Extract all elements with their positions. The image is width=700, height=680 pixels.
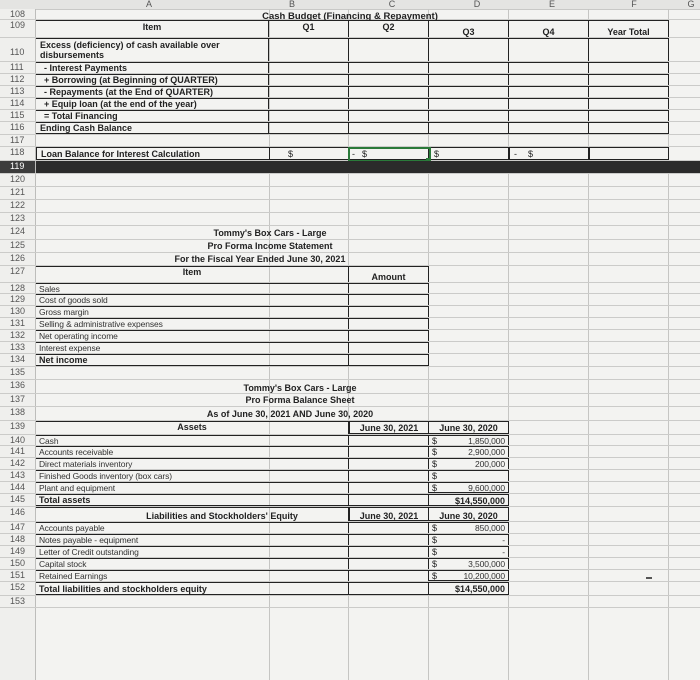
cash-budget-q2-cell[interactable]	[349, 110, 429, 121]
total-assets-2020-cell[interactable]	[429, 494, 509, 506]
row-147	[0, 522, 700, 534]
loan-balance-q3-cell[interactable]	[429, 147, 509, 160]
asset-2020-cell[interactable]	[429, 435, 509, 445]
row-number[interactable]: 113	[0, 86, 36, 97]
cash-budget-q1-cell[interactable]	[269, 62, 349, 73]
cash-budget-q1-cell[interactable]	[269, 98, 349, 109]
loan-balance-label: Loan Balance for Interest Calculation	[36, 147, 270, 160]
row-114	[0, 98, 700, 110]
liab-2020-value: 850,000	[474, 523, 505, 533]
asset-2020-value: 2,900,000	[468, 447, 505, 457]
liab-col-2021-header: June 30, 2021	[349, 507, 429, 521]
row-146	[0, 507, 700, 522]
liab-row-label: Capital stock	[36, 558, 349, 569]
balance-sheet-title: Tommy's Box Cars - Large	[243, 383, 357, 393]
cash-budget-total-cell[interactable]	[589, 62, 669, 73]
row-125	[0, 240, 700, 253]
cash-budget-q2-cell[interactable]	[349, 98, 429, 109]
row-number[interactable]: 119	[0, 161, 36, 173]
row-142	[0, 458, 700, 470]
row-152	[0, 582, 700, 596]
row-121	[0, 187, 700, 200]
row-119	[0, 161, 700, 174]
cash-budget-q2-cell[interactable]	[349, 86, 429, 97]
cash-budget-total-cell[interactable]	[589, 98, 669, 109]
cash-budget-q4-cell[interactable]	[509, 62, 589, 73]
row-134	[0, 354, 700, 367]
row-number-column	[0, 608, 36, 680]
liab-row-label: Retained Earnings	[36, 570, 349, 581]
dollar-sign: $	[432, 523, 437, 533]
liab-2021-cell[interactable]	[349, 546, 429, 557]
liab-2020-cell[interactable]	[429, 558, 509, 569]
dollar-sign: $	[434, 149, 440, 159]
row-number[interactable]: 147	[0, 522, 36, 533]
row-153	[0, 596, 700, 608]
asset-2020-cell[interactable]	[429, 458, 509, 469]
row-150	[0, 558, 700, 570]
row-number[interactable]: 141	[0, 446, 36, 457]
income-amount-cell[interactable]	[349, 283, 429, 293]
cash-budget-year-total-header: Year Total	[589, 20, 669, 37]
row-number[interactable]: 137	[0, 394, 36, 406]
balance-sheet-subtitle: Pro Forma Balance Sheet	[245, 395, 355, 405]
dollar-sign: $	[432, 447, 437, 457]
row-131	[0, 318, 700, 330]
row-number[interactable]: 130	[0, 306, 36, 317]
row-148	[0, 534, 700, 546]
row-number[interactable]: 143	[0, 470, 36, 481]
row-number[interactable]: 133	[0, 342, 36, 353]
income-row-label: Sales	[36, 283, 349, 293]
cash-budget-q2-header: Q2	[349, 20, 429, 37]
row-122	[0, 200, 700, 213]
cash-budget-row-label: + Borrowing (at Beginning of QUARTER)	[36, 74, 269, 85]
row-number[interactable]: 148	[0, 534, 36, 545]
dollar-sign: $	[432, 571, 437, 581]
asset-2021-cell[interactable]	[349, 494, 429, 506]
column-header-f[interactable]: F	[631, 0, 637, 9]
cash-budget-q3-cell[interactable]	[429, 98, 509, 109]
cash-budget-title: Cash Budget (Financing & Repayment)	[262, 11, 438, 21]
asset-row-label: Cash	[36, 435, 349, 445]
income-row-label: Net operating income	[36, 330, 349, 341]
cash-budget-row-label: = Total Financing	[36, 110, 269, 121]
row-108	[0, 9, 700, 20]
income-amount-cell[interactable]	[349, 330, 429, 341]
income-row-label: Cost of goods sold	[36, 294, 349, 305]
row-116	[0, 122, 700, 135]
dash-value: -	[514, 149, 517, 159]
cash-budget-row-label: - Repayments (at the End of QUARTER)	[36, 86, 269, 97]
row-number[interactable]: 153	[0, 596, 36, 607]
row-number[interactable]: 134	[0, 354, 36, 366]
row-number[interactable]: 110	[0, 38, 36, 61]
cash-budget-row-label: Excess (deficiency) of cash available over disbursements	[36, 38, 269, 61]
column-header-a[interactable]: A	[145, 0, 152, 9]
liab-2020-value: -	[502, 535, 505, 545]
income-amount-cell[interactable]	[349, 294, 429, 305]
liabilities-header: Liabilities and Stockholders' Equity	[36, 507, 349, 521]
row-number[interactable]: 131	[0, 318, 36, 329]
loan-balance-q1-cell[interactable]	[269, 147, 349, 160]
liab-2020-value: 3,500,000	[468, 559, 505, 569]
cash-budget-q4-cell[interactable]	[509, 74, 589, 85]
row-number[interactable]: 120	[0, 174, 36, 186]
cash-budget-q1-cell[interactable]	[269, 122, 349, 134]
row-number[interactable]: 128	[0, 283, 36, 293]
cash-budget-q4-cell[interactable]	[509, 122, 589, 134]
asset-2020-cell[interactable]	[429, 470, 509, 481]
row-number[interactable]: 136	[0, 380, 36, 393]
cash-budget-q1-cell[interactable]	[269, 38, 349, 61]
loan-balance-total-cell[interactable]	[589, 147, 669, 160]
income-row-label: Interest expense	[36, 342, 349, 353]
dollar-sign: $	[432, 471, 437, 481]
row-number[interactable]: 118	[0, 147, 36, 160]
cash-budget-row-label: - Interest Payments	[36, 62, 269, 73]
row-135	[0, 367, 700, 380]
empty-area	[0, 608, 700, 680]
cash-budget-row-label: + Equip loan (at the end of the year)	[36, 98, 269, 109]
row-112	[0, 74, 700, 86]
liab-2021-cell[interactable]	[349, 522, 429, 533]
row-number[interactable]: 129	[0, 294, 36, 305]
cash-budget-total-cell[interactable]	[589, 74, 669, 85]
asset-2021-cell[interactable]	[349, 470, 429, 481]
cash-budget-q2-cell[interactable]	[349, 122, 429, 134]
asset-2020-value: 200,000	[474, 459, 505, 469]
cash-budget-q2-cell[interactable]	[349, 62, 429, 73]
liab-row-label: Letter of Credit outstanding	[36, 546, 349, 557]
income-statement-title: Tommy's Box Cars - Large	[213, 228, 327, 238]
row-number[interactable]: 132	[0, 330, 36, 341]
liab-2020-cell[interactable]	[429, 534, 509, 545]
dollar-sign: $	[528, 149, 534, 159]
asset-2020-value: 1,850,000	[468, 436, 505, 445]
cash-budget-q1-cell[interactable]	[269, 74, 349, 85]
income-statement-period: For the Fiscal Year Ended June 30, 2021	[174, 254, 346, 264]
row-111	[0, 62, 700, 74]
row-number[interactable]: 142	[0, 458, 36, 469]
row-number[interactable]: 149	[0, 546, 36, 557]
row-number[interactable]: 109	[0, 20, 36, 37]
row-number[interactable]: 139	[0, 421, 36, 434]
row-number[interactable]: 121	[0, 187, 36, 199]
row-124	[0, 226, 700, 240]
liab-2020-cell[interactable]	[429, 546, 509, 557]
liab-2021-cell[interactable]	[349, 534, 429, 545]
row-129	[0, 294, 700, 306]
liab-2021-cell[interactable]	[349, 558, 429, 569]
row-149	[0, 546, 700, 558]
row-number[interactable]: 150	[0, 558, 36, 569]
cash-budget-item-header: Item	[36, 20, 269, 37]
income-amount-cell[interactable]	[349, 318, 429, 329]
cash-budget-total-cell[interactable]	[589, 122, 669, 134]
col-2021-header: June 30, 2021	[349, 421, 429, 434]
income-amount-header: Amount	[349, 266, 429, 282]
dollar-sign: $	[432, 559, 437, 569]
selected-cell[interactable]	[348, 147, 431, 162]
cash-budget-q3-cell[interactable]	[429, 74, 509, 85]
row-117	[0, 135, 700, 147]
row-number[interactable]: 115	[0, 110, 36, 121]
row-136	[0, 380, 700, 394]
income-item-header: Item	[36, 266, 349, 282]
liab-2021-cell[interactable]	[349, 570, 429, 581]
dollar-sign: $	[432, 535, 437, 545]
liab-col-2020-header: June 30, 2020	[428, 507, 509, 521]
row-number[interactable]: 152	[0, 582, 36, 595]
cash-budget-q3-header: Q3	[429, 20, 509, 37]
row-number[interactable]: 135	[0, 367, 36, 379]
row-number[interactable]: 127	[0, 266, 36, 282]
row-120	[0, 174, 700, 187]
liab-2020-value: -	[502, 547, 505, 557]
cash-budget-q3-cell[interactable]	[429, 86, 509, 97]
row-number[interactable]: 123	[0, 213, 36, 225]
asset-2021-cell[interactable]	[349, 458, 429, 469]
row-145	[0, 494, 700, 507]
income-statement-subtitle: Pro Forma Income Statement	[207, 241, 333, 251]
liab-2020-cell[interactable]	[429, 522, 509, 533]
total-liab-2020-cell[interactable]	[429, 582, 509, 595]
row-number[interactable]: 151	[0, 570, 36, 581]
row-127	[0, 266, 700, 283]
row-number[interactable]: 140	[0, 435, 36, 445]
row-115	[0, 110, 700, 122]
income-amount-cell[interactable]	[349, 306, 429, 317]
row-number[interactable]: 144	[0, 482, 36, 493]
row-number[interactable]: 125	[0, 240, 36, 252]
cash-budget-total-cell[interactable]	[589, 38, 669, 61]
row-144	[0, 482, 700, 494]
cash-budget-total-cell[interactable]	[589, 86, 669, 97]
cash-budget-q3-cell[interactable]	[429, 38, 509, 61]
asset-2020-value: 9,600,000	[468, 483, 505, 493]
liab-2021-cell[interactable]	[349, 582, 429, 595]
row-128	[0, 283, 700, 294]
col-2020-header: June 30, 2020	[428, 421, 509, 434]
loan-balance-q4-cell[interactable]	[509, 147, 589, 160]
cash-budget-q4-cell[interactable]	[509, 38, 589, 61]
column-header-b[interactable]: B	[288, 0, 295, 9]
row-113	[0, 86, 700, 98]
column-header-d[interactable]: D	[473, 0, 481, 9]
cash-budget-q2-cell[interactable]	[349, 74, 429, 85]
cash-budget-q3-cell[interactable]	[429, 110, 509, 121]
dollar-sign: $	[362, 149, 368, 159]
row-number[interactable]: 116	[0, 122, 36, 134]
asset-2021-cell[interactable]	[349, 446, 429, 457]
cash-budget-total-cell[interactable]	[589, 110, 669, 121]
row-139	[0, 421, 700, 435]
scroll-indicator[interactable]	[646, 577, 652, 579]
cash-budget-row-label: Ending Cash Balance	[36, 122, 269, 134]
asset-row-label: Total assets	[36, 494, 349, 506]
cash-budget-q1-header: Q1	[269, 20, 349, 37]
asset-row-label: Direct materials inventory	[36, 458, 349, 469]
balance-sheet-period: As of June 30, 2021 AND June 30, 2020	[206, 409, 374, 419]
row-number[interactable]: 111	[0, 62, 36, 73]
row-number[interactable]: 114	[0, 98, 36, 109]
row-130	[0, 306, 700, 318]
row-140	[0, 435, 700, 446]
total-liab-2020-value: $14,550,000	[454, 584, 505, 594]
row-110	[0, 38, 700, 62]
row-number[interactable]: 126	[0, 253, 36, 265]
row-143	[0, 470, 700, 482]
dollar-sign: $	[432, 547, 437, 557]
cash-budget-q2-cell[interactable]	[349, 38, 429, 61]
income-amount-cell[interactable]	[349, 354, 429, 366]
income-row-label: Selling & administrative expenses	[36, 318, 349, 329]
liab-row-label: Notes payable - equipment	[36, 534, 349, 545]
row-132	[0, 330, 700, 342]
row-137	[0, 394, 700, 407]
dollar-sign: $	[432, 459, 437, 469]
income-amount-cell[interactable]	[349, 342, 429, 353]
row-151	[0, 570, 700, 582]
asset-row-label: Accounts receivable	[36, 446, 349, 457]
row-number[interactable]: 122	[0, 200, 36, 212]
cash-budget-q1-cell[interactable]	[269, 86, 349, 97]
row-123	[0, 213, 700, 226]
row-number[interactable]: 124	[0, 226, 36, 239]
cash-budget-q1-cell[interactable]	[269, 110, 349, 121]
dollar-sign: $	[432, 483, 437, 493]
cash-budget-q3-cell[interactable]	[429, 62, 509, 73]
column-header-e[interactable]: E	[548, 0, 555, 9]
cash-budget-q3-cell[interactable]	[429, 122, 509, 134]
dash-value: -	[352, 149, 355, 159]
assets-header: Assets	[36, 421, 349, 434]
liab-2020-cell[interactable]	[429, 570, 509, 581]
row-number[interactable]: 145	[0, 494, 36, 506]
column-header-c[interactable]: C	[388, 0, 396, 9]
row-number[interactable]: 138	[0, 407, 36, 420]
cash-budget-q4-header: Q4	[509, 20, 589, 37]
asset-2021-cell[interactable]	[349, 482, 429, 493]
row-number[interactable]: 146	[0, 507, 36, 521]
row-141	[0, 446, 700, 458]
liab-row-label: Accounts payable	[36, 522, 349, 533]
cash-budget-q4-cell[interactable]	[509, 86, 589, 97]
dollar-sign: $	[288, 149, 294, 159]
row-number[interactable]: 117	[0, 135, 36, 146]
asset-2020-cell[interactable]	[429, 482, 509, 493]
row-126	[0, 253, 700, 266]
cash-budget-q4-cell[interactable]	[509, 98, 589, 109]
row-138	[0, 407, 700, 421]
cash-budget-q4-cell[interactable]	[509, 110, 589, 121]
asset-row-label: Plant and equipment	[36, 482, 349, 493]
asset-row-label: Finished Goods inventory (box cars)	[36, 470, 349, 481]
liab-row-label: Total liabilities and stockholders equity	[36, 582, 349, 595]
dollar-sign: $	[432, 436, 437, 445]
row-109	[0, 20, 700, 38]
asset-2021-cell[interactable]	[349, 435, 429, 445]
asset-2020-cell[interactable]	[429, 446, 509, 457]
income-row-label: Net income	[36, 354, 349, 366]
row-number[interactable]: 112	[0, 74, 36, 85]
income-row-label: Gross margin	[36, 306, 349, 317]
liab-2020-value: 10,200,000	[463, 571, 505, 581]
row-133	[0, 342, 700, 354]
row-number[interactable]: 108	[0, 9, 36, 19]
total-assets-2020-value: $14,550,000	[454, 496, 505, 506]
column-header-g[interactable]: G	[687, 0, 695, 9]
